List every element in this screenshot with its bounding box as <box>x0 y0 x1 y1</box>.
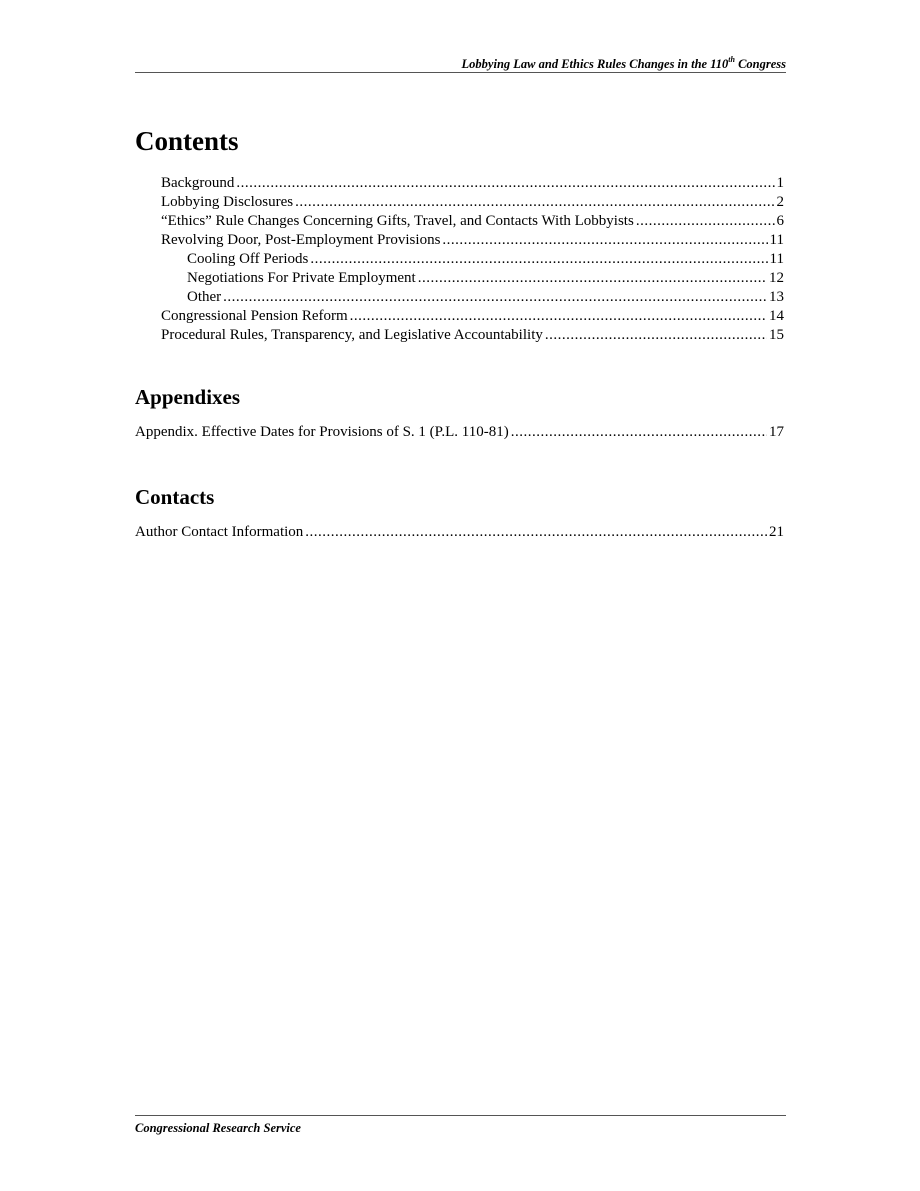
toc-entry-page: 14 <box>769 308 784 324</box>
toc-entry-background[interactable] <box>135 174 784 193</box>
toc-entry-page: 13 <box>769 289 784 305</box>
appendixes-heading: Appendixes <box>135 385 241 409</box>
toc-entry-author-contact[interactable] <box>135 523 784 542</box>
toc-entry-other[interactable] <box>135 288 784 307</box>
toc-entry-title: Appendix. Effective Dates for Provisions of S. 1 (P.L. 110-81) <box>135 424 509 440</box>
toc-leader-dots <box>305 523 767 542</box>
toc-entry-title: Lobbying Disclosures <box>161 194 294 210</box>
toc-entry-page: 11 <box>769 251 784 267</box>
toc-leader-dots <box>350 307 767 326</box>
contacts-list <box>135 523 784 542</box>
toc-leader-dots <box>442 231 767 250</box>
toc-leader-dots <box>636 212 775 231</box>
toc-entry-procedural-rules[interactable] <box>135 326 784 345</box>
appendixes-list <box>135 423 784 442</box>
toc-entry-title: Congressional Pension Reform <box>161 308 348 324</box>
toc-entry-page: 2 <box>776 194 784 210</box>
toc-entry-title: Author Contact Information <box>135 524 304 540</box>
footer-rule <box>135 1115 786 1116</box>
toc-entry-page: 6 <box>776 213 784 229</box>
toc-entry-cooling-off-periods[interactable] <box>135 250 784 269</box>
toc-entry-ethics-rule-changes[interactable] <box>135 212 784 231</box>
toc-entry-title: Revolving Door, Post-Employment Provisions <box>161 232 441 248</box>
toc-entry-title: Other <box>187 289 222 305</box>
toc-leader-dots <box>236 174 774 193</box>
toc-entry-revolving-door[interactable] <box>135 231 784 250</box>
toc-leader-dots <box>295 193 774 212</box>
toc-entry-page: 15 <box>769 327 784 343</box>
toc-entry-pension-reform[interactable] <box>135 307 784 326</box>
toc-entry-appendix-effective-dates[interactable] <box>135 423 784 442</box>
contacts-heading: Contacts <box>135 485 215 509</box>
running-header-title: Lobbying Law and Ethics Rules Changes in the 110 <box>461 57 729 71</box>
toc-leader-dots <box>418 269 767 288</box>
toc-leader-dots <box>511 423 767 442</box>
toc-entry-title: Cooling Off Periods <box>187 251 309 267</box>
toc-entry-page: 1 <box>776 175 784 191</box>
running-header-title-end: Congress <box>734 57 786 71</box>
toc-leader-dots <box>223 288 767 307</box>
toc-entry-page: 11 <box>769 232 784 248</box>
toc-entry-title: “Ethics” Rule Changes Concerning Gifts, Travel, and Contacts With Lobbyists <box>161 213 634 229</box>
contents-heading: Contents <box>135 126 239 156</box>
toc-entry-title: Procedural Rules, Transparency, and Legislative Accountability <box>161 327 543 343</box>
running-footer: Congressional Research Service <box>135 1121 301 1135</box>
running-header-superscript: th <box>728 54 735 64</box>
toc-leader-dots <box>545 326 767 345</box>
toc-entry-negotiations[interactable] <box>135 269 784 288</box>
running-header <box>135 56 786 72</box>
toc-entry-lobbying-disclosures[interactable] <box>135 193 784 212</box>
toc-entry-title: Negotiations For Private Employment <box>187 270 416 286</box>
toc-entry-title: Background <box>161 175 235 191</box>
header-rule <box>135 72 786 73</box>
toc-leader-dots <box>310 250 767 269</box>
toc-entry-page: 12 <box>769 270 784 286</box>
toc-entry-page: 17 <box>769 424 784 440</box>
contents-list <box>135 174 784 345</box>
toc-entry-page: 21 <box>769 524 784 540</box>
